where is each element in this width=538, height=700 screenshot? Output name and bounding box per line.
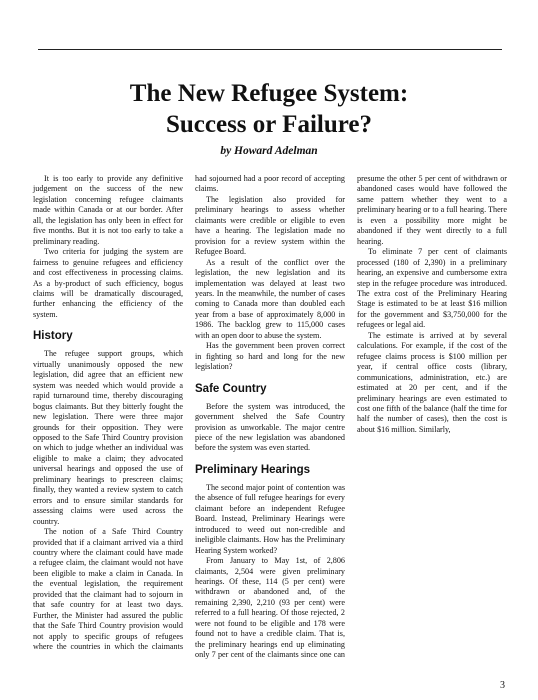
- paragraph: The estimate is arrived at by several calculations. For example, if the cost of the refugee claims process is $100 million per year, if central office costs (library, communications, administration, etc.) are estimated at 20 per cent, and if the preliminary hearings are even estimated to cost one fifth of the balance (half the time for half the number of cases), then the cost is about $16 million. Similarly,: [357, 330, 507, 434]
- paragraph: Before the system was introduced, the government shelved the Safe Country provision as unworkable. The major centre piece of the new legislation was abandoned before the system was even started.: [195, 401, 345, 453]
- title-line-1: The New Refugee System:: [129, 80, 409, 107]
- page-number: 3: [500, 680, 505, 691]
- paragraph: The notion of a Safe Third Country provided that if a claimant arrived via a third country where the claimant could have made a refugee claim, the claimant would not have been eligible to make a claim in Canada. In the eventual legislation, the requirement provided that the claimant had to sojourn in that safe country for at least two days. Further, the Minister had assured the public that the Safe Third Country provision would not apply to specific groups of refugees where the countries in which the claimants had sojourned had a poor record of accepting claims.: [33, 174, 345, 652]
- section-heading-history: History: [33, 330, 73, 343]
- paragraph: The second major point of contention was the absence of full refugee hearings for every claimant before an independent Refugee Board. Instead, Preliminary Hearings were introduced to weed out non-credible and ineligible claimants. How has the Preliminary Hearing System worked?: [195, 482, 345, 555]
- byline: by Howard Adelman: [220, 145, 318, 157]
- paragraph: From January to May 1st, of 2,806 claimants, 2,504 were given preliminary hearings. Of these, 114 (5 per cent) were withdrawn or abandoned and, of the remaining 2,390, 2,210 (93 per cent) were referred to a full hearing. Of those rejected, 2 were not found to be eligible and 178 were found not to have a credible claim. That is, the preliminary hearings end up eliminating only 7 per cent of the claimants since one can presume the other 5 per cent of withdrawn or abandoned cases would have followed the same pattern whether they went to a preliminary hearing or to a full hearing. There is even a possibility more might be abandoned if they went directly to a full hearing.: [195, 174, 507, 660]
- paragraph: Has the government been proven correct in fighting so hard and long for the new legislation?: [195, 341, 345, 372]
- section-heading-preliminary-hearings: Preliminary Hearings: [195, 463, 311, 476]
- top-rule: [38, 49, 502, 50]
- section-heading-safe-country: Safe Country: [195, 382, 267, 395]
- paragraph: The legislation also provided for preliminary hearings to assess whether claimants were credible or eligible to even have a hearing. The legislation made no provision for a review system within the Refugee Board.: [195, 194, 345, 257]
- paragraph: It is too early to provide any definitive judgement on the success of the new legislation concerning refugee claimants made within Canada or at our border. After all, the legislation has only been in effect for five months. But it is not too early to take a preliminary reading.: [33, 174, 183, 246]
- paragraph: The refugee support groups, which virtually unanimously opposed the new legislation, did agree that an efficient new system was needed which would provide a rapid turnaround time, thereby discouraging bogus claimants. But they bitterly fought the new legislation. There were three major grounds for their opposition. They were opposed to the Safe Third Country provision on which to judge whether an individual was eligible to make a claim; they advocated universal hearings and opposed the use of preliminary hearings to prescreen claims; finally, they wanted a review system to catch errors and to ensure similar standards for assessing claims were used across the country.: [33, 349, 183, 526]
- paragraph: As a result of the conflict over the legislation, the new legislation and its implementation was delayed at least two years. In the meanwhile, the number of cases coming to Canada more than doubled each year from a base of approximately 8,000 in 1986. The backlog grew to 115,000 cases with an open door to abuse the system.: [195, 257, 345, 340]
- article-title: [0, 78, 538, 140]
- paragraph: Two criteria for judging the system are fairness to genuine refugees and efficiency and cost effectiveness in processing claims. As a by-product of such efficiency, bogus claims will be dramatically discouraged, further enhancing the efficiency of the system.: [33, 247, 183, 319]
- article-body: [33, 174, 507, 664]
- paragraph: To eliminate 7 per cent of claimants processed (180 of 2,390) in a preliminary hearing, an expensive and cumbersome extra step in the refugee procedure was introduced. The extra cost of the Preliminary Hearing Stage is estimated to be at least $16 million for the government and $3,750,000 for the refugees or legal aid.: [357, 247, 507, 330]
- title-line-2: Success or Failure?: [165, 111, 372, 138]
